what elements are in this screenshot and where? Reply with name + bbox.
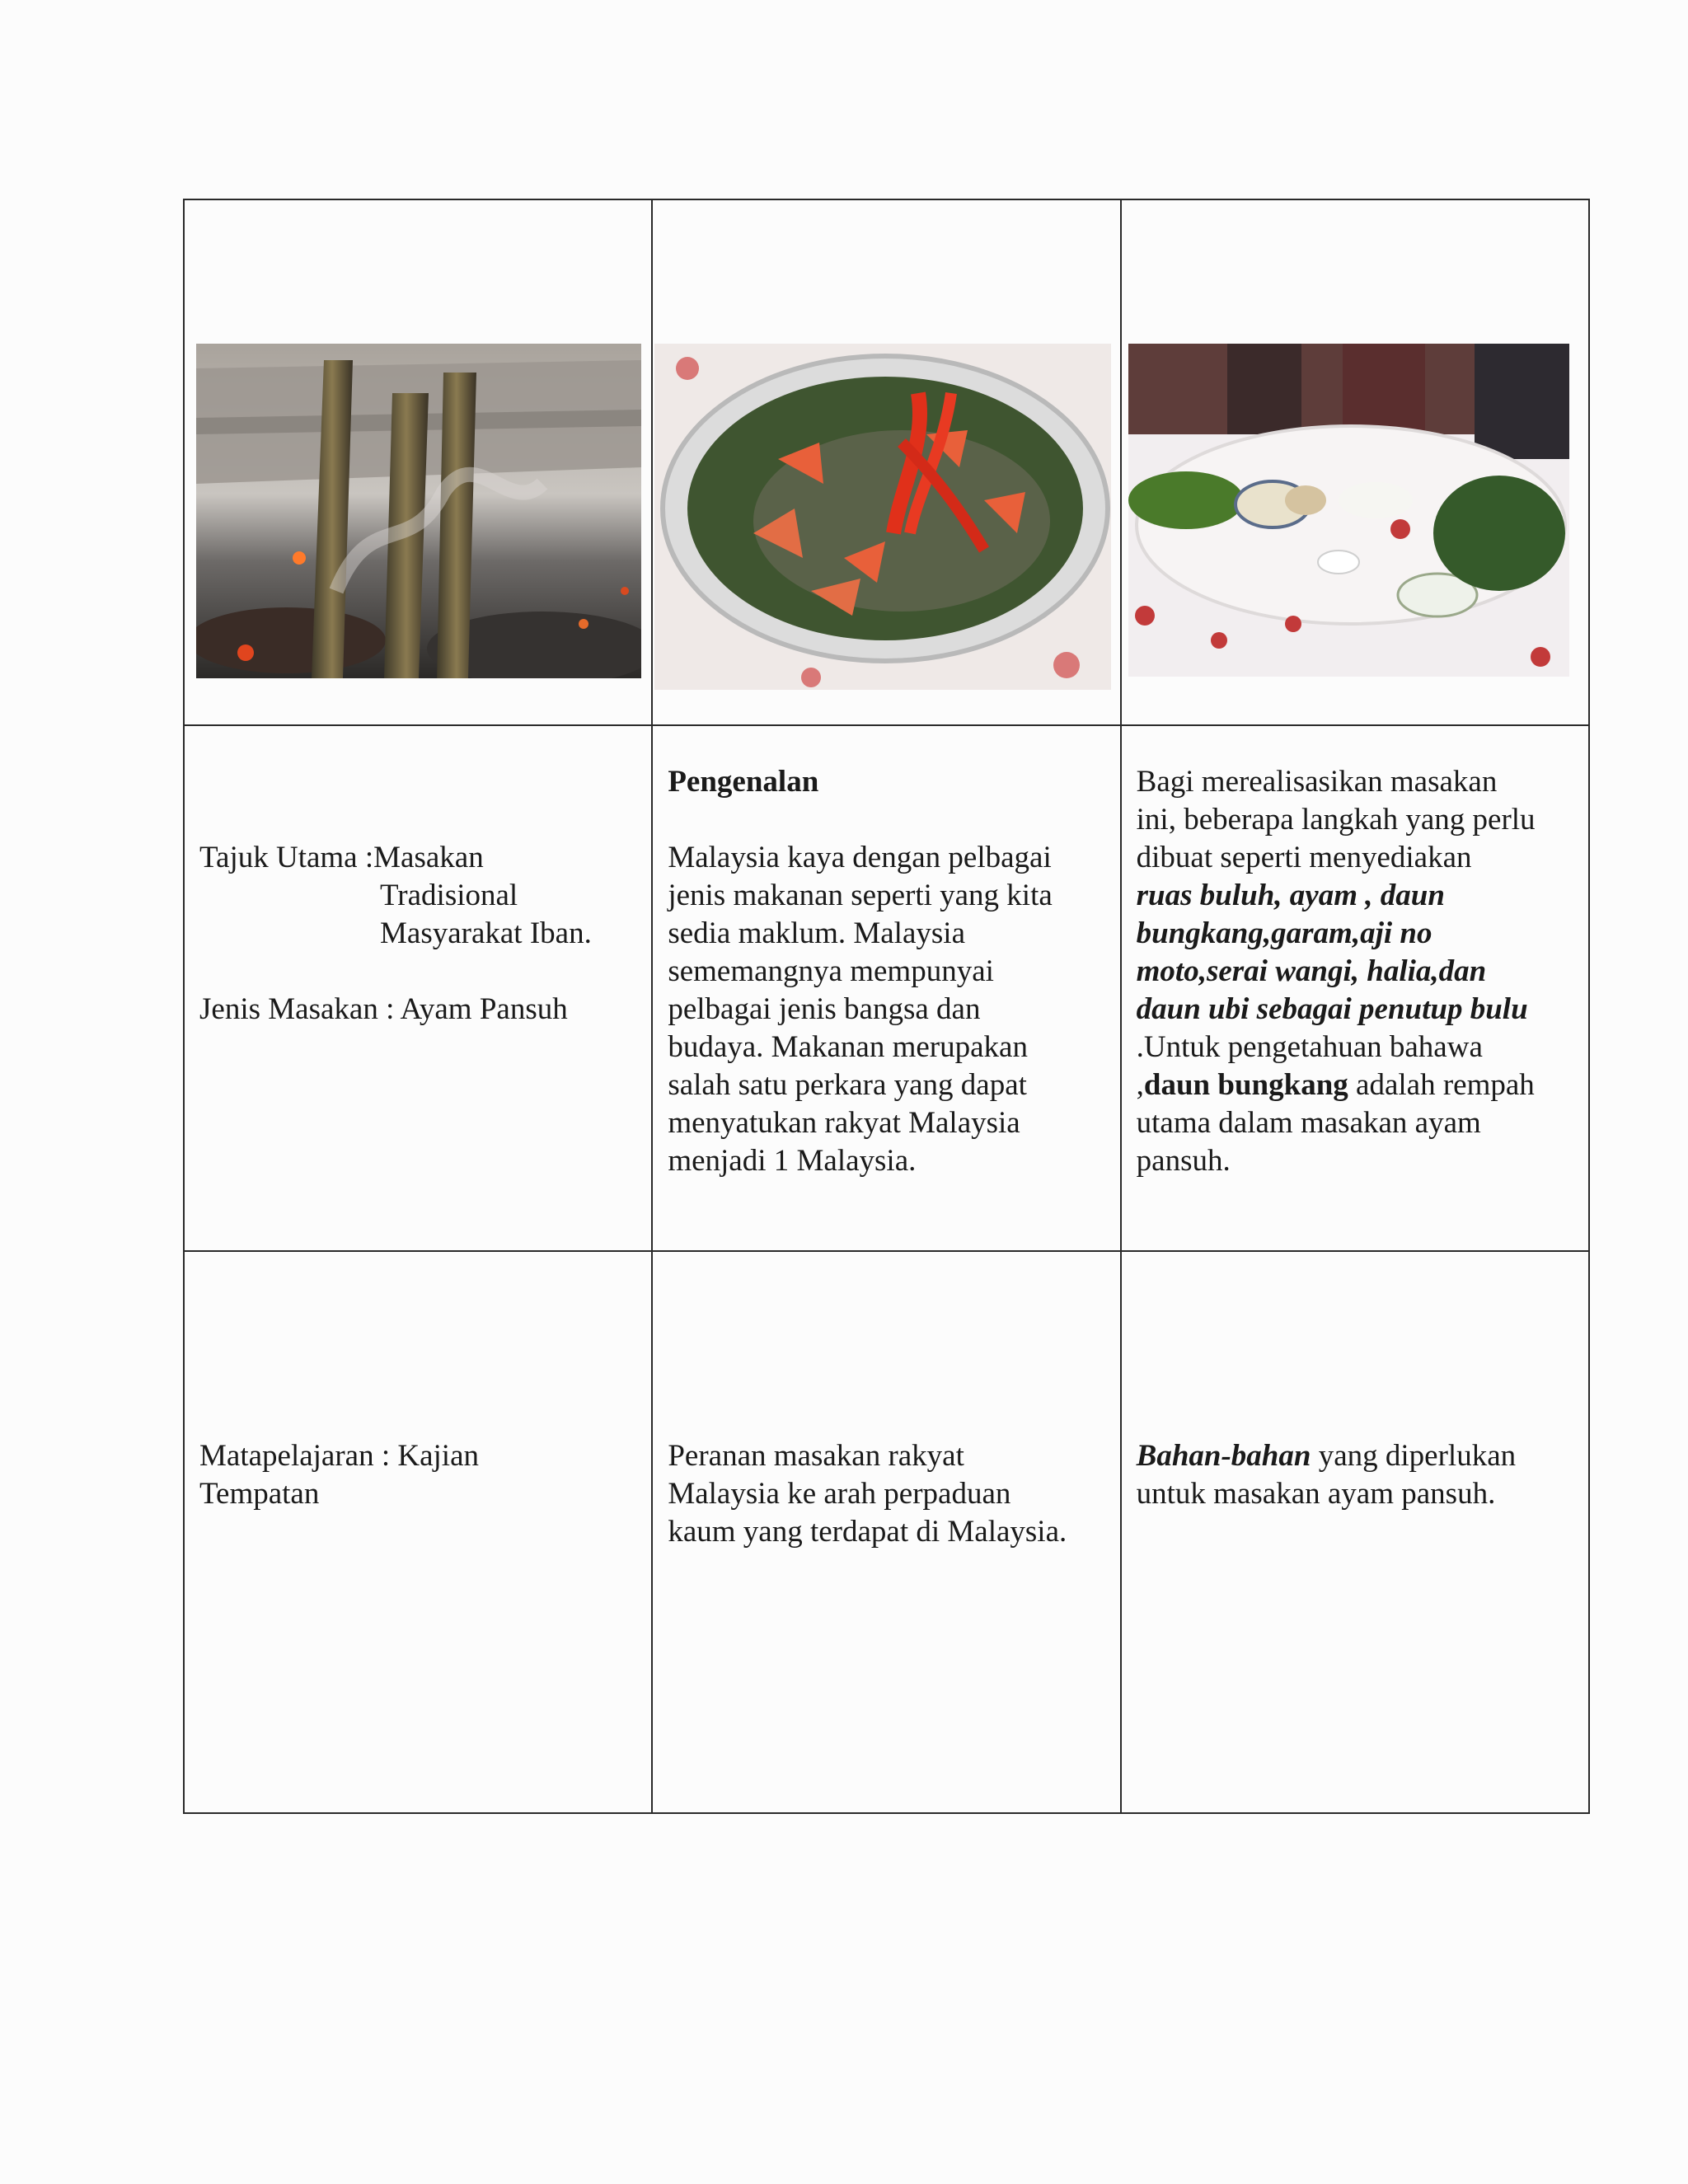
tajuk-line-2: Tradisional: [380, 879, 518, 912]
steps-ingredient-line: moto,serai wangi, halia,dan: [1136, 954, 1487, 988]
tajuk-line-1: Masakan: [373, 841, 484, 874]
matapelajaran-line-1: Matapelajaran : Kajian: [199, 1439, 479, 1473]
steps-line: ini, beberapa langkah yang perlu: [1136, 803, 1536, 837]
dish-image: [654, 344, 1111, 690]
role-cell: [652, 1251, 1120, 1813]
title-block: [199, 839, 636, 1029]
peranan-line-1: Peranan masakan rakyat: [668, 1439, 964, 1473]
bamboo-fire-image: [196, 344, 641, 678]
role-block: [668, 1437, 1104, 1551]
steps-ingredient-line: ruas buluh, ayam , daun: [1136, 879, 1445, 912]
pengenalan-line: menyatukan rakyat Malaysia: [668, 1106, 1020, 1140]
steps-comma: ,: [1136, 1068, 1144, 1102]
steps-ingredient-line: bungkang,garam,aji no: [1136, 916, 1432, 950]
peranan-line-2: Malaysia ke arah perpaduan: [668, 1477, 1011, 1511]
ingredients-block: [1137, 1437, 1573, 1513]
title-cell: [184, 725, 652, 1251]
intro-block: [668, 763, 1104, 1180]
dish-photo: [654, 344, 1111, 690]
bahan-tail: yang diperlukan: [1311, 1439, 1517, 1473]
bamboo-fire-photo: [196, 344, 641, 678]
bottom-row: [184, 1251, 1589, 1813]
steps-cell: [1121, 725, 1589, 1251]
ingredients-image: [1128, 344, 1569, 677]
pengenalan-line: salah satu perkara yang dapat: [668, 1068, 1027, 1102]
pengenalan-line: sedia maklum. Malaysia: [668, 916, 965, 950]
bahan-line-1: [1137, 1437, 1573, 1475]
pengenalan-line: Malaysia kaya dengan pelbagai: [668, 841, 1052, 874]
photo-cell-1: [184, 199, 652, 725]
pengenalan-heading: Pengenalan: [668, 765, 819, 799]
steps-line: pansuh.: [1136, 1144, 1231, 1178]
document-table: [183, 199, 1590, 1814]
info-row: [184, 725, 1589, 1251]
pengenalan-line: sememangnya mempunyai: [668, 954, 994, 988]
steps-line-tail: adalah rempah: [1348, 1068, 1535, 1102]
peranan-line-3: kaum yang terdapat di Malaysia.: [668, 1515, 1067, 1549]
bahan-bold: Bahan-bahan: [1136, 1439, 1311, 1473]
photo-cell-2: [652, 199, 1120, 725]
steps-line: Bagi merealisasikan masakan: [1136, 765, 1498, 799]
ingredients-photo: [1128, 344, 1569, 677]
photo-row: [184, 199, 1589, 725]
pengenalan-line: pelbagai jenis bangsa dan: [668, 992, 981, 1026]
steps-line: dibuat seperti menyediakan: [1136, 841, 1472, 874]
pengenalan-line: budaya. Makanan merupakan: [668, 1030, 1028, 1064]
intro-cell: [652, 725, 1120, 1251]
pengenalan-line: jenis makanan seperti yang kita: [668, 879, 1053, 912]
subject-block: [199, 1437, 636, 1513]
jenis-masakan: Jenis Masakan : Ayam Pansuh: [199, 992, 568, 1026]
tajuk-utama: [199, 839, 636, 877]
steps-line: [1137, 1066, 1573, 1104]
subject-cell: [184, 1251, 652, 1813]
tajuk-line-3: Masyarakat Iban.: [380, 916, 592, 950]
matapelajaran-line-2: Tempatan: [199, 1477, 320, 1511]
ingredients-cell: [1121, 1251, 1589, 1813]
steps-ingredient-line: daun ubi sebagai penutup bulu: [1136, 992, 1528, 1026]
photo-cell-3: [1121, 199, 1589, 725]
pengenalan-line: menjadi 1 Malaysia.: [668, 1144, 917, 1178]
bahan-line-2: untuk masakan ayam pansuh.: [1136, 1477, 1496, 1511]
steps-line: .Untuk pengetahuan bahawa: [1136, 1030, 1483, 1064]
steps-line: utama dalam masakan ayam: [1136, 1106, 1481, 1140]
tajuk-label: Tajuk Utama :: [199, 841, 374, 874]
steps-block: [1137, 763, 1573, 1180]
daun-bungkang-bold: daun bungkang: [1143, 1068, 1348, 1102]
